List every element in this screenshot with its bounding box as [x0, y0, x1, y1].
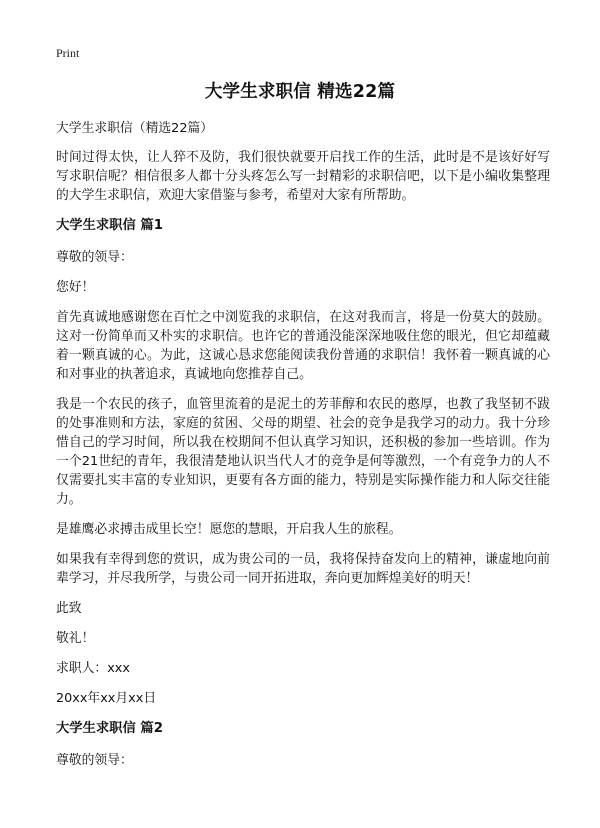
- section-heading-2: 大学生求职信 篇2: [56, 721, 163, 736]
- page-title: 大学生求职信 精选22篇: [204, 82, 396, 102]
- document-subtitle: 大学生求职信（精选22篇）: [56, 121, 214, 136]
- body-paragraph: 是雄鹰必求搏击成里长空！愿您的慧眼，开启我人生的旅程。: [56, 522, 402, 537]
- closing-salute: 敬礼！: [56, 631, 95, 646]
- greeting: 您好！: [56, 280, 95, 295]
- body-paragraph: 我是一个农民的孩子，血管里流着的是泥土的芳菲醇和农民的憨厚，也教了我坚韧不跋的处事准则和方法，家庭的贫困、父母的期望、社会的竞争是我学习的动力。我十分珍惜自己的学习时间，所以我在校期间不但认真学习知识，还积极的参加一些培训。作为一个21世纪的青年，我很清楚地认识当代人才的竞争是何等激烈，一个有竞争力的人不仅需要扎实丰富的专业知识，更要有各方面的能力，特别是实际操作能力和人际交往能力。: [56, 397, 550, 507]
- signer: 求职人：xxx: [56, 661, 130, 676]
- salutation: 尊敬的领导：: [56, 753, 133, 768]
- salutation: 尊敬的领导：: [56, 250, 133, 265]
- print-link[interactable]: Print: [56, 46, 80, 60]
- body-paragraph: 如果我有幸得到您的赏识，成为贵公司的一员，我将保持奋发向上的精神，谦虚地向前辈学习，并尽我所学，与贵公司一同开拓进取，奔向更加辉煌美好的明天！: [56, 552, 550, 586]
- intro-paragraph: 时间过得太快，让人猝不及防，我们很快就要开启找工作的生活，此时是不是该好好写写求职信呢？相信很多人都十分头疼怎么写一封精彩的求职信吧，以下是小编收集整理的大学生求职信，欢迎大家借鉴与参考，希望对大家有所帮助。: [56, 150, 550, 203]
- document-body: [56, 119, 550, 781]
- date: 20xx年xx月xx日: [56, 691, 157, 706]
- section-heading-1: 大学生求职信 篇1: [56, 218, 163, 233]
- body-paragraph: 首先真诚地感谢您在百忙之中浏览我的求职信，在这对我而言，将是一份莫大的鼓励。这对一份简单而又朴实的求职信。也许它的普通没能深深地吸住您的眼光，但它却蕴藏着一颗真诚的心。为此，这诚心恳求您能阅读我份普通的求职信！我怀着一颗真诚的心和对事业的执著追求，真诚地向您推荐自己。: [56, 310, 550, 382]
- closing-line: 此致: [56, 601, 82, 616]
